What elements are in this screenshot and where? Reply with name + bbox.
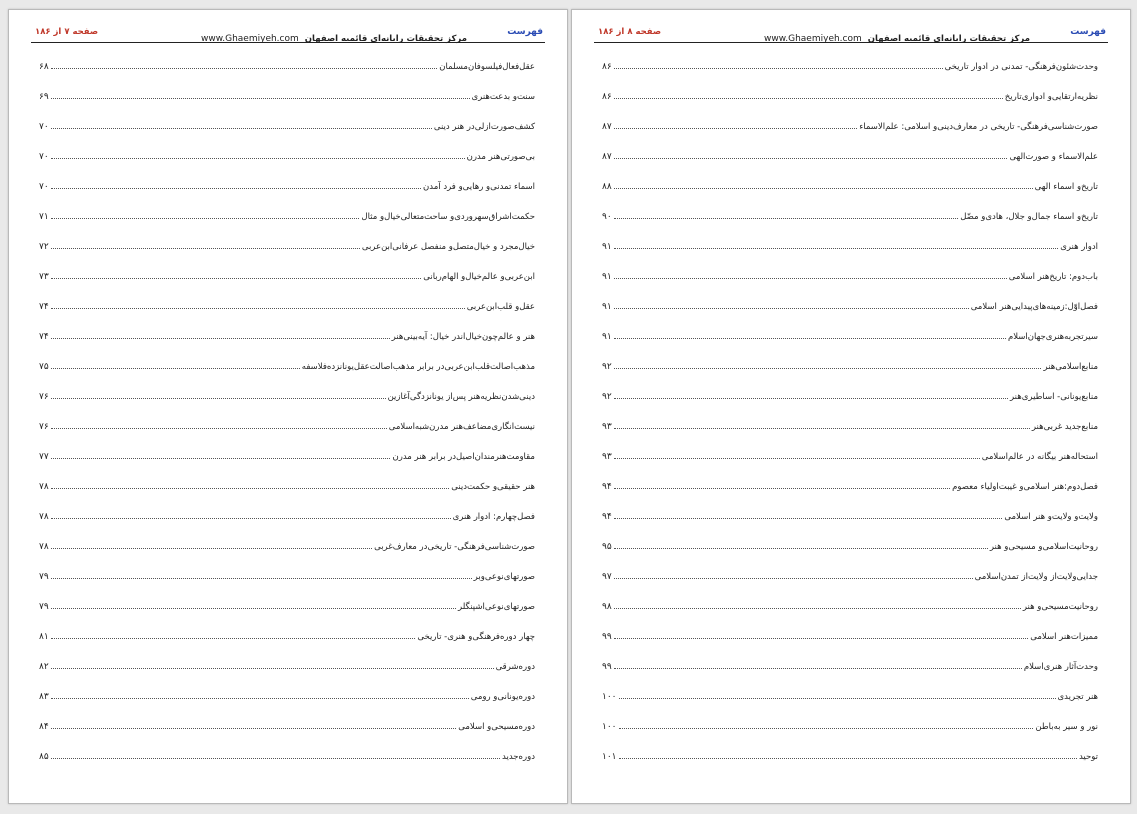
toc-entry-title: منابع‌اسلامی‌هنر bbox=[1043, 362, 1098, 372]
institute-name: مرکز تحقیقات رایانه‌ای قائمیه اصفهان bbox=[867, 34, 1030, 44]
toc-entry[interactable] bbox=[602, 592, 1098, 622]
toc-entry[interactable] bbox=[39, 292, 535, 322]
dot-leader bbox=[51, 338, 390, 339]
toc-entry[interactable] bbox=[39, 82, 535, 112]
dot-leader bbox=[614, 98, 1003, 99]
toc-entry[interactable] bbox=[602, 562, 1098, 592]
dot-leader bbox=[614, 518, 1003, 519]
toc-list bbox=[39, 52, 535, 772]
toc-entry-title: ادوار هنری bbox=[1060, 242, 1098, 252]
toc-entry[interactable] bbox=[602, 142, 1098, 172]
toc-entry-title: دوره‌مسیحی‌و اسلامی bbox=[458, 722, 535, 732]
dot-leader bbox=[614, 608, 1021, 609]
dot-leader bbox=[51, 548, 372, 549]
toc-entry[interactable] bbox=[39, 622, 535, 652]
dot-leader bbox=[51, 248, 360, 249]
dot-leader bbox=[614, 578, 973, 579]
dot-leader bbox=[614, 278, 1007, 279]
dot-leader bbox=[614, 68, 943, 69]
toc-entry[interactable] bbox=[602, 652, 1098, 682]
toc-entry-title: هنر و عالم‌چون‌خیال‌اندر خیال: آیه‌بینی‌هنر bbox=[391, 332, 535, 342]
toc-entry-title: روحانیت‌اسلامی‌و مسیحی‌و هنر bbox=[989, 542, 1098, 552]
toc-entry-page: ۷۰ bbox=[39, 152, 49, 162]
toc-entry-title: روحانیت‌مسیحی‌و هنر bbox=[1022, 602, 1098, 612]
institute-name: مرکز تحقیقات رایانه‌ای قائمیه اصفهان bbox=[304, 34, 467, 44]
toc-entry-page: ۶۹ bbox=[39, 92, 49, 102]
toc-entry-page: ۸۶ bbox=[602, 62, 612, 72]
toc-entry[interactable] bbox=[39, 352, 535, 382]
toc-entry-page: ۹۴ bbox=[602, 512, 612, 522]
toc-entry[interactable] bbox=[602, 202, 1098, 232]
toc-entry-title: جدایی‌ولایت‌از ولایت‌از تمدن‌اسلامی bbox=[974, 572, 1098, 582]
dot-leader bbox=[614, 428, 1030, 429]
toc-entry[interactable] bbox=[39, 532, 535, 562]
toc-entry[interactable] bbox=[602, 442, 1098, 472]
toc-entry[interactable] bbox=[39, 442, 535, 472]
toc-entry-title: منابع‌یونانی- اساطیری‌هنر bbox=[1009, 392, 1098, 402]
toc-entry-title: خیال‌مجرد و خیال‌متصل‌و منفصل عرفانی‌ابن‌عربی bbox=[361, 242, 535, 252]
toc-entry-page: ۷۰ bbox=[39, 122, 49, 132]
toc-entry-page: ۹۴ bbox=[602, 482, 612, 492]
dot-leader bbox=[614, 248, 1059, 249]
document-page bbox=[8, 9, 568, 804]
toc-entry-page: ۹۹ bbox=[602, 662, 612, 672]
toc-entry-page: ۷۸ bbox=[39, 512, 49, 522]
toc-entry[interactable] bbox=[602, 622, 1098, 652]
dot-leader bbox=[51, 428, 387, 429]
toc-entry-title: نظریه‌ارتقایی‌و ادواری‌تاریخ bbox=[1004, 92, 1098, 102]
toc-entry-title: علم‌الاسماء و صورت‌الهی bbox=[1009, 152, 1098, 162]
toc-entry-page: ۸۵ bbox=[39, 752, 49, 762]
toc-entry-page: ۸۴ bbox=[39, 722, 49, 732]
toc-entry[interactable] bbox=[602, 292, 1098, 322]
toc-entry[interactable] bbox=[602, 742, 1098, 772]
toc-entry[interactable] bbox=[39, 562, 535, 592]
toc-entry-page: ۷۴ bbox=[39, 302, 49, 312]
dot-leader bbox=[51, 458, 391, 459]
dot-leader bbox=[614, 668, 1022, 669]
dot-leader bbox=[51, 398, 386, 399]
toc-entry-page: ۷۹ bbox=[39, 602, 49, 612]
toc-entry-page: ۹۱ bbox=[602, 272, 612, 282]
dot-leader bbox=[619, 728, 1034, 729]
toc-entry-title: هنر تجریدی bbox=[1057, 692, 1098, 702]
toc-entry-page: ۹۵ bbox=[602, 542, 612, 552]
toc-entry[interactable] bbox=[602, 262, 1098, 292]
toc-list bbox=[602, 52, 1098, 772]
toc-entry-page: ۹۱ bbox=[602, 332, 612, 342]
dot-leader bbox=[51, 68, 438, 69]
page-number: صفحه ۷ از ۱۸۶ bbox=[35, 27, 99, 37]
toc-entry[interactable] bbox=[39, 172, 535, 202]
dot-leader bbox=[51, 518, 451, 519]
toc-entry[interactable] bbox=[602, 112, 1098, 142]
dot-leader bbox=[614, 128, 858, 129]
dot-leader bbox=[51, 698, 469, 699]
document-page bbox=[571, 9, 1131, 804]
toc-entry-title: منابع‌جدید غربی‌هنر bbox=[1031, 422, 1098, 432]
toc-entry-title: هنر حقیقی‌و حکمت‌دینی bbox=[451, 482, 535, 492]
dot-leader bbox=[614, 308, 969, 309]
toc-entry[interactable] bbox=[39, 502, 535, 532]
toc-entry[interactable] bbox=[39, 472, 535, 502]
toc-entry-page: ۹۲ bbox=[602, 362, 612, 372]
toc-entry-title: توحید bbox=[1078, 752, 1098, 762]
toc-entry-title: دوره‌شرقی bbox=[495, 662, 535, 672]
toc-entry[interactable] bbox=[602, 712, 1098, 742]
toc-entry-title: سیر‌تجربه‌هنری‌جهان‌اسلام bbox=[1007, 332, 1098, 342]
header-center bbox=[201, 26, 467, 45]
toc-entry-page: ۹۰ bbox=[602, 212, 612, 222]
dot-leader bbox=[614, 398, 1008, 399]
toc-entry-title: باب‌دوم: تاریخ‌هنر اسلامی bbox=[1008, 272, 1098, 282]
dot-leader bbox=[614, 188, 1033, 189]
dot-leader bbox=[51, 188, 421, 189]
dot-leader bbox=[51, 278, 422, 279]
dot-leader bbox=[614, 488, 950, 489]
toc-entry-title: مذهب‌اصالت‌قلب‌ابن‌عربی‌در برابر مذهب‌اصالت‌عقل‌یونانزده‌فلاسفه bbox=[301, 362, 535, 372]
toc-entry-title: مقاومت‌هنرمندان‌اصیل‌در برابر هنر مدرن bbox=[392, 452, 535, 462]
toc-entry-page: ۹۱ bbox=[602, 302, 612, 312]
toc-entry-page: ۷۱ bbox=[39, 212, 49, 222]
toc-entry-title: دینی‌شدن‌نظریه‌هنر پس‌از یونانزدگی‌آغازین bbox=[387, 392, 535, 402]
dot-leader bbox=[51, 308, 465, 309]
dot-leader bbox=[51, 368, 300, 369]
toc-entry-title: نور و سیر به‌باطن bbox=[1035, 722, 1098, 732]
toc-entry-title: بی‌صورتی‌هنر مدرن bbox=[466, 152, 535, 162]
index-label: فهرست bbox=[507, 27, 543, 37]
toc-entry[interactable] bbox=[39, 142, 535, 172]
dot-leader bbox=[614, 638, 1029, 639]
toc-entry-page: ۸۷ bbox=[602, 122, 612, 132]
toc-entry[interactable] bbox=[39, 322, 535, 352]
toc-entry-page: ۷۸ bbox=[39, 482, 49, 492]
page-header bbox=[31, 22, 545, 43]
toc-entry-title: دوره‌یونانی‌و رومی bbox=[470, 692, 535, 702]
toc-entry-page: ۷۹ bbox=[39, 572, 49, 582]
toc-entry-title: کشف‌صورت‌ازلی‌در هنر دینی bbox=[433, 122, 535, 132]
dot-leader bbox=[614, 458, 980, 459]
toc-entry[interactable] bbox=[602, 52, 1098, 82]
toc-entry-page: ۹۹ bbox=[602, 632, 612, 642]
toc-entry-page: ۷۴ bbox=[39, 332, 49, 342]
dot-leader bbox=[614, 158, 1008, 159]
toc-entry-title: ولایت‌و ولایت‌و هنر اسلامی bbox=[1004, 512, 1098, 522]
dot-leader bbox=[614, 338, 1006, 339]
toc-entry[interactable] bbox=[39, 652, 535, 682]
page-header bbox=[594, 22, 1108, 43]
toc-entry-page: ۷۵ bbox=[39, 362, 49, 372]
toc-entry-page: ۸۳ bbox=[39, 692, 49, 702]
toc-entry[interactable] bbox=[602, 502, 1098, 532]
dot-leader bbox=[51, 758, 500, 759]
dot-leader bbox=[614, 218, 959, 219]
toc-entry-title: دوره‌جدید bbox=[502, 752, 535, 762]
toc-entry[interactable] bbox=[39, 382, 535, 412]
toc-entry-title: نیست‌انگاری‌مضاعف‌هنر مدرن‌شبه‌اسلامی bbox=[388, 422, 535, 432]
toc-entry[interactable] bbox=[602, 682, 1098, 712]
toc-entry[interactable] bbox=[602, 472, 1098, 502]
toc-entry[interactable] bbox=[602, 412, 1098, 442]
toc-entry-page: ۶۸ bbox=[39, 62, 49, 72]
dot-leader bbox=[51, 218, 360, 219]
toc-entry[interactable] bbox=[39, 52, 535, 82]
toc-entry-page: ۱۰۰ bbox=[602, 692, 617, 702]
toc-entry[interactable] bbox=[39, 202, 535, 232]
toc-entry[interactable] bbox=[39, 232, 535, 262]
toc-entry[interactable] bbox=[39, 682, 535, 712]
toc-entry-page: ۸۸ bbox=[602, 182, 612, 192]
toc-entry-title: ابن‌عربی‌و عالم‌خیال‌و الهام‌ربانی bbox=[423, 272, 535, 282]
toc-entry[interactable] bbox=[39, 592, 535, 622]
toc-entry-page: ۷۲ bbox=[39, 242, 49, 252]
toc-entry[interactable] bbox=[39, 712, 535, 742]
toc-entry-page: ۹۱ bbox=[602, 242, 612, 252]
toc-entry[interactable] bbox=[602, 382, 1098, 412]
toc-entry-page: ۸۲ bbox=[39, 662, 49, 672]
toc-entry-title: ممیزات‌هنر اسلامی bbox=[1030, 632, 1098, 642]
toc-entry-title: وحدت‌شئون‌فرهنگی- تمدنی در ادوار تاریخی bbox=[944, 62, 1098, 72]
dot-leader bbox=[51, 488, 450, 489]
toc-entry-page: ۷۶ bbox=[39, 422, 49, 432]
toc-entry-page: ۷۶ bbox=[39, 392, 49, 402]
dot-leader bbox=[51, 668, 494, 669]
toc-entry[interactable] bbox=[602, 172, 1098, 202]
toc-entry-page: ۱۰۱ bbox=[602, 752, 617, 762]
toc-entry-page: ۹۷ bbox=[602, 572, 612, 582]
toc-entry-page: ۷۸ bbox=[39, 542, 49, 552]
toc-entry-page: ۹۸ bbox=[602, 602, 612, 612]
toc-entry-title: وحدت‌آثار هنری‌اسلام bbox=[1023, 662, 1098, 672]
toc-entry-page: ۷۳ bbox=[39, 272, 49, 282]
toc-entry[interactable] bbox=[602, 532, 1098, 562]
dot-leader bbox=[51, 728, 457, 729]
toc-entry-title: تاریخ‌و اسماء جمال‌و جلال، هادی‌و مضّل bbox=[960, 212, 1098, 222]
toc-entry[interactable] bbox=[602, 82, 1098, 112]
toc-entry-page: ۷۷ bbox=[39, 452, 49, 462]
toc-entry-title: عقل‌و قلب‌ابن‌عربی bbox=[466, 302, 535, 312]
toc-entry-title: سنت‌و بدعت‌هنری bbox=[471, 92, 535, 102]
toc-entry[interactable] bbox=[39, 412, 535, 442]
dot-leader bbox=[614, 548, 988, 549]
dot-leader bbox=[51, 128, 432, 129]
toc-entry[interactable] bbox=[39, 742, 535, 772]
toc-entry-title: چهار دوره‌فرهنگی‌و هنری- تاریخی bbox=[417, 632, 535, 642]
toc-entry-page: ۹۲ bbox=[602, 392, 612, 402]
toc-entry-page: ۸۷ bbox=[602, 152, 612, 162]
toc-entry[interactable] bbox=[39, 112, 535, 142]
header-center bbox=[764, 26, 1030, 45]
dot-leader bbox=[51, 638, 416, 639]
dot-leader bbox=[619, 758, 1077, 759]
toc-entry-title: عقل‌فعال‌فیلسوفان‌مسلمان bbox=[439, 62, 535, 72]
toc-entry-page: ۷۰ bbox=[39, 182, 49, 192]
toc-entry-title: تاریخ‌و اسماء الهی bbox=[1034, 182, 1098, 192]
toc-entry-title: استحاله‌هنر بیگانه در عالم‌اسلامی bbox=[981, 452, 1098, 462]
toc-entry-title: حکمت‌اشراق‌سهروردی‌و ساحت‌متعالی‌خیال‌و مثال bbox=[361, 212, 535, 222]
toc-entry[interactable] bbox=[602, 232, 1098, 262]
site-url: www.Ghaemiyeh.com bbox=[201, 34, 299, 44]
toc-entry-title: صورتهای‌نوعی‌وبر bbox=[473, 572, 535, 582]
toc-entry[interactable] bbox=[602, 322, 1098, 352]
page-number: صفحه ۸ از ۱۸۶ bbox=[598, 27, 662, 37]
toc-entry-page: ۹۳ bbox=[602, 452, 612, 462]
toc-entry[interactable] bbox=[602, 352, 1098, 382]
dot-leader bbox=[51, 578, 472, 579]
toc-entry-page: ۸۶ bbox=[602, 92, 612, 102]
dot-leader bbox=[619, 698, 1056, 699]
toc-entry-title: صورت‌شناسی‌فرهنگی- تاریخی در معارف‌دینی‌و اسلامی: علم‌الاسماء bbox=[859, 122, 1098, 132]
dot-leader bbox=[614, 368, 1042, 369]
site-url: www.Ghaemiyeh.com bbox=[764, 34, 862, 44]
toc-entry-page: ۹۳ bbox=[602, 422, 612, 432]
toc-entry-page: ۱۰۰ bbox=[602, 722, 617, 732]
toc-entry-title: صورتهای‌نوعی‌اشپنگلر bbox=[458, 602, 535, 612]
toc-entry-title: فصل‌چهارم: ادوار هنری bbox=[452, 512, 535, 522]
index-label: فهرست bbox=[1070, 27, 1106, 37]
dot-leader bbox=[51, 608, 456, 609]
toc-entry[interactable] bbox=[39, 262, 535, 292]
toc-entry-title: فصل‌دوم:هنر اسلامی‌و غیبت‌اولیاء معصوم bbox=[952, 482, 1098, 492]
toc-entry-page: ۸۱ bbox=[39, 632, 49, 642]
toc-entry-title: صورت‌شناسی‌فرهنگی- تاریخی‌در معارف‌غربی bbox=[374, 542, 535, 552]
toc-entry-title: اسماء تمدنی‌و رهایی‌و فرد آمدن bbox=[423, 182, 535, 192]
toc-entry-title: فصل‌اوّل:زمینه‌های‌پیدایی‌هنر اسلامی bbox=[970, 302, 1098, 312]
dot-leader bbox=[51, 158, 465, 159]
dot-leader bbox=[51, 98, 470, 99]
